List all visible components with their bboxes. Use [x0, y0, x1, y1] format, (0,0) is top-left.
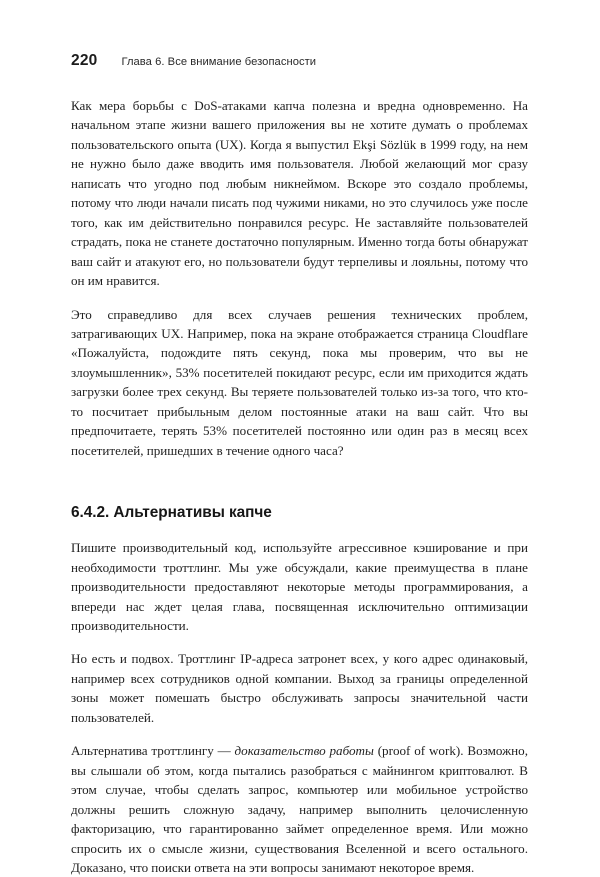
page-number: 220	[71, 52, 98, 69]
text-column	[71, 96, 528, 877]
paragraph-3: Пишите производительный код, используйте агрессивное кэширование и при необходимости троттлинг. Мы уже обсуждали, какие преимущества в плане производительности предоставляют некоторые методы программирования, а впереди нас ждет целая глава, посвященная исключительно оптимизации производительности.	[71, 540, 528, 633]
paragraph-4: Но есть и подвох. Троттлинг IP-адреса затронет всех, у кого адрес одинаковый, например всех сотрудников одной компании. Выход за границы определенной зоны может помешать быстро обслуживать запросы значительной части пользователей.	[71, 651, 528, 725]
paragraph-1: Как мера борьбы с DoS-атаками капча полезна и вредна одновременно. На начальном этапе жизни вашего приложения вы не хотите думать о проблемах пользовательского опыта (UX). Когда я выпустил Ekşi Sözlük в 1999 году, на нем не нужно было даже вводить имя пользователя. Любой желающий мог сразу написать что угодно под любым никнеймом. Вскоре это создало проблемы, потому что люди начали писать под чужими никами, но это случилось уже после того, как им действительно понравился ресурс. Не заставляйте пользователей страдать, пока не станете достаточно популярным. Именно тогда боты обнаружат ваш сайт и атакуют его, но пользователи будут терпеливы и лояльны, потому что он им нравится.	[71, 98, 528, 289]
section-heading: 6.4.2. Альтернативы капче	[71, 504, 272, 522]
section-heading-wrapper	[71, 460, 528, 538]
paragraph-5-tail: (proof of work). Возможно, вы слышали об этом, когда пытались разобраться с майнингом криптовалют. В этом случае, чтобы сделать запрос, компьютер или мобильное устройство должны решить сложную задачу, например выполнить целочисленную факторизацию, что гарантированно займет определенное время. Или можно спросить их о смысле жизни, существования Вселенной и всего остального. Доказано, что поиски ответа на эти вопросы занимают некоторое время.	[71, 743, 528, 875]
paragraph-5	[71, 741, 528, 877]
running-head	[71, 52, 316, 70]
chapter-title: Глава 6. Все внимание безопасности	[121, 56, 317, 68]
paragraph-2: Это справедливо для всех случаев решения технических проблем, затрагивающих UX. Например, пока на экране отображается страница Cloudflare «Пожалуйста, подождите пять секунд, пока мы проверим, что вы не злоумышленник», 53% посетителей покидают ресурс, если им приходится ждать загрузки более трех секунд. Вы теряете пользователей только из-за того, что кто-то посчитает прибыльным делом постоянные атаки на ваш сайт. Что вы предпочитаете, терять 53% посетителей постоянно или один раз в месяц всех посетителей, пришедших в течение одного часа?	[71, 306, 528, 458]
emphasized-term: доказательство работы	[234, 743, 374, 759]
paragraph-5-lead: Альтернатива троттлингу —	[71, 743, 235, 759]
